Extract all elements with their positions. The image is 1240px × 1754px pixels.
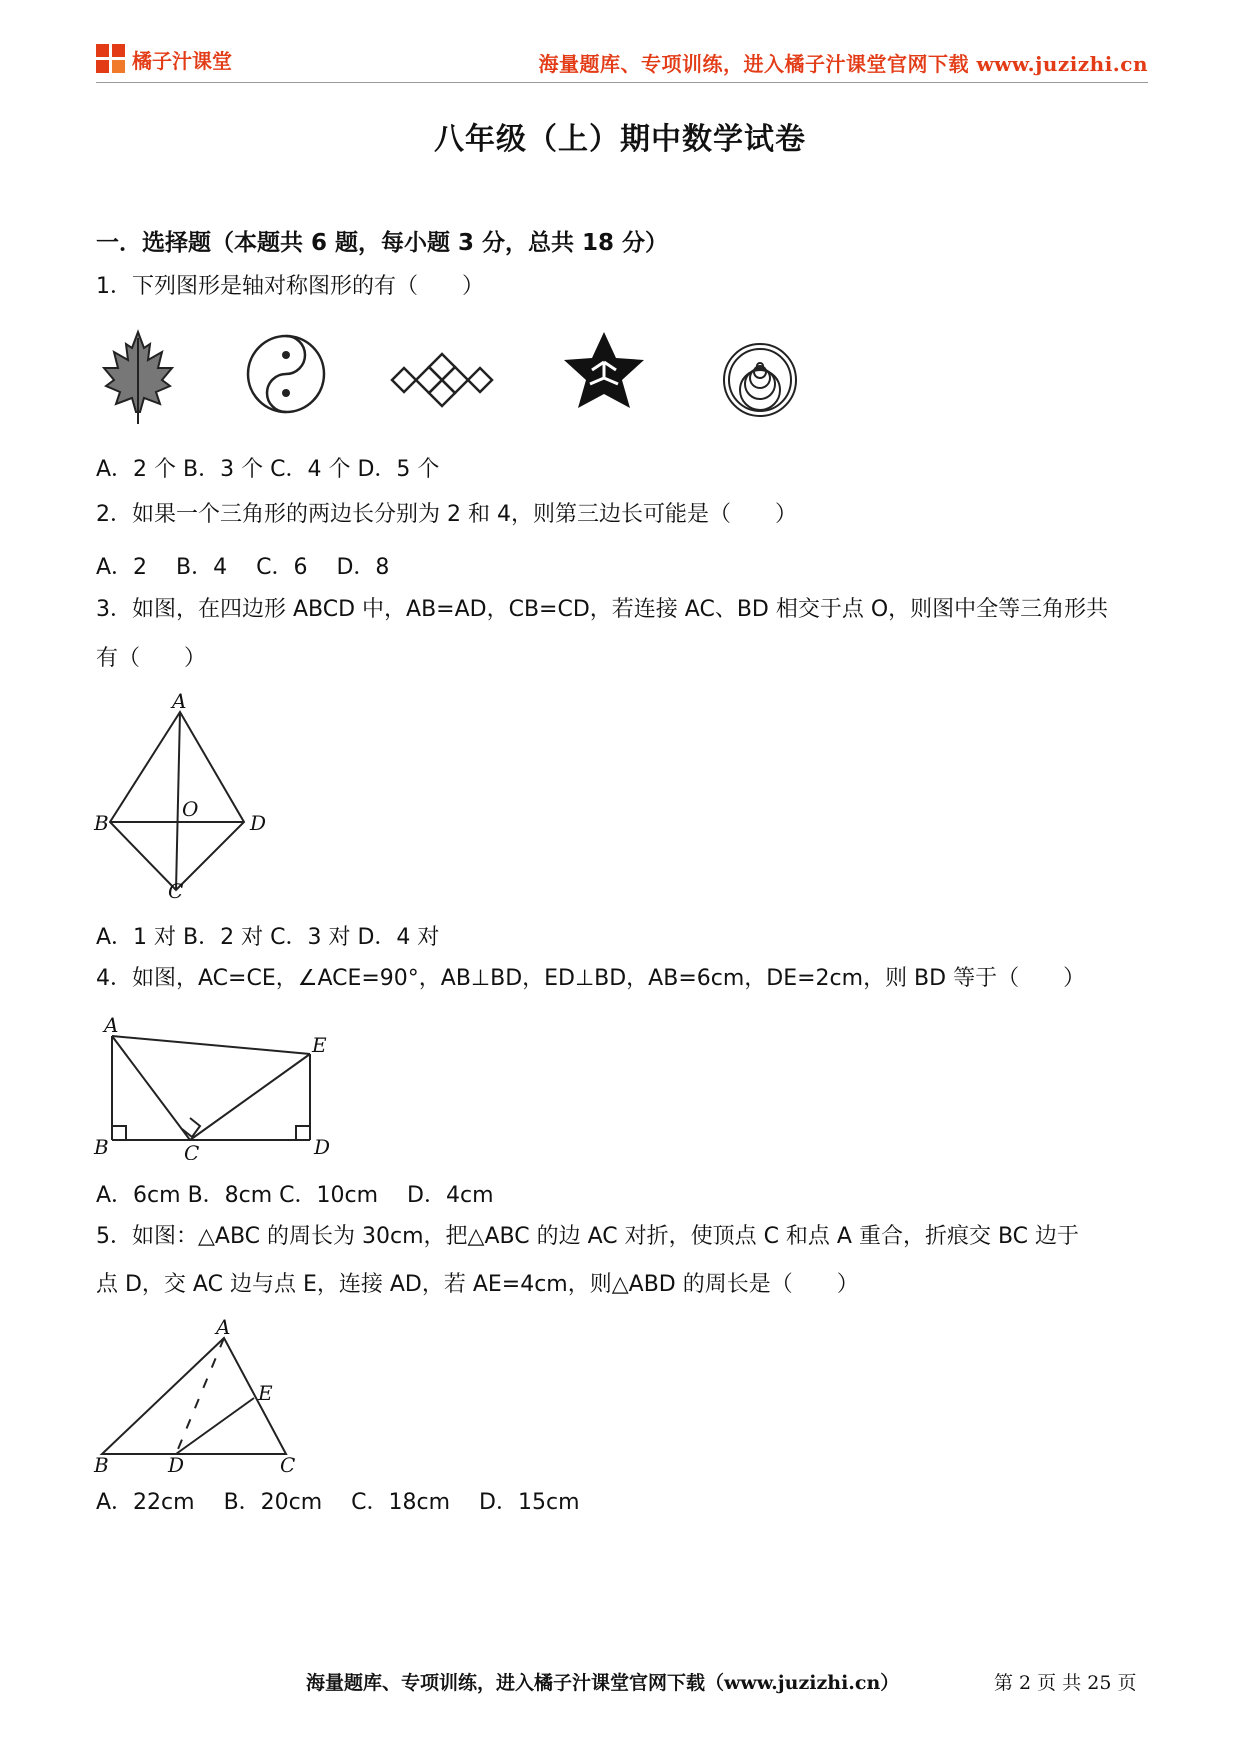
header-slogan[interactable]: 海量题库、专项训练，进入橘子汁课堂官网下载 www.juzizhi.cn <box>538 52 1148 76</box>
label-o: O <box>182 797 199 821</box>
question-1-options: A．2 个 B．3 个 C．4 个 D．5 个 <box>96 457 440 482</box>
yin-yang-icon <box>248 336 324 412</box>
section-heading: 一．选择题（本题共 6 题，每小题 3 分，总共 18 分） <box>96 230 669 256</box>
label-e: E <box>312 1033 327 1057</box>
label-d: D <box>314 1135 331 1159</box>
right-angle-d <box>296 1126 310 1140</box>
question-3-stem-line1: 3．如图，在四边形 ABCD 中，AB=AD，CB=CD，若连接 AC、BD 相交于点 O，则图中全等三角形共 <box>96 597 1109 622</box>
question-4-options: A．6cm B．8cm C．10cm D．4cm <box>96 1183 494 1208</box>
label-e: E <box>258 1381 273 1405</box>
label-a: A <box>104 1013 119 1037</box>
header-divider <box>96 82 1148 83</box>
question-3-stem-line2: 有（ ） <box>96 646 207 671</box>
star-flower-icon <box>564 332 644 408</box>
label-d: D <box>168 1453 185 1476</box>
footer-text[interactable]: 海量题库、专项训练，进入橘子汁课堂官网下载（www.juzizhi.cn） <box>306 1672 900 1694</box>
q4-diagram <box>90 1010 340 1160</box>
header-logo <box>96 44 232 74</box>
q3-diagram <box>90 690 290 910</box>
logo-icon <box>96 44 126 74</box>
logo-text: 橘子汁课堂 <box>132 48 232 73</box>
segment-ac <box>112 1036 190 1140</box>
label-b: B <box>94 1453 109 1476</box>
segment-ce <box>190 1054 310 1140</box>
label-c: C <box>168 879 184 903</box>
label-c: C <box>184 1141 200 1160</box>
diagonal-ac <box>176 712 180 890</box>
concentric-circles-icon <box>724 344 796 416</box>
question-3-options: A．1 对 B．2 对 C．3 对 D．4 对 <box>96 925 440 950</box>
knot-pattern-icon <box>392 354 492 406</box>
question-2-options: A．2 B．4 C．6 D．8 <box>96 555 390 580</box>
segment-ae <box>112 1036 310 1054</box>
question-1-stem: 1．下列图形是轴对称图形的有（ ） <box>96 274 484 299</box>
question-5-options: A．22cm B．20cm C．18cm D．15cm <box>96 1490 580 1515</box>
right-angle-b <box>112 1126 126 1140</box>
label-b: B <box>94 811 109 835</box>
maple-leaf-icon <box>104 332 172 424</box>
label-d: D <box>250 811 267 835</box>
question-5-stem-line2: 点 D，交 AC 边与点 E，连接 AD，若 AE=4cm，则△ABD 的周长是（ ） <box>96 1272 859 1297</box>
label-c: C <box>280 1453 296 1476</box>
label-b: B <box>94 1135 109 1159</box>
page-title: 八年级（上）期中数学试卷 <box>434 122 806 157</box>
page-number: 第 2 页 共 25 页 <box>994 1672 1137 1694</box>
label-a: A <box>172 690 187 713</box>
q1-figures <box>96 328 816 428</box>
label-a: A <box>216 1315 231 1339</box>
question-4-stem: 4．如图，AC=CE，∠ACE=90°，AB⊥BD，ED⊥BD，AB=6cm，DE=2cm，则 BD 等于（ ） <box>96 966 1086 991</box>
q5-diagram <box>90 1314 320 1476</box>
question-5-stem-line1: 5．如图：△ABC 的周长为 30cm，把△ABC 的边 AC 对折，使顶点 C 和点 A 重合，折痕交 BC 边于 <box>96 1224 1080 1249</box>
question-2-stem: 2．如果一个三角形的两边长分别为 2 和 4，则第三边长可能是（ ） <box>96 502 797 527</box>
